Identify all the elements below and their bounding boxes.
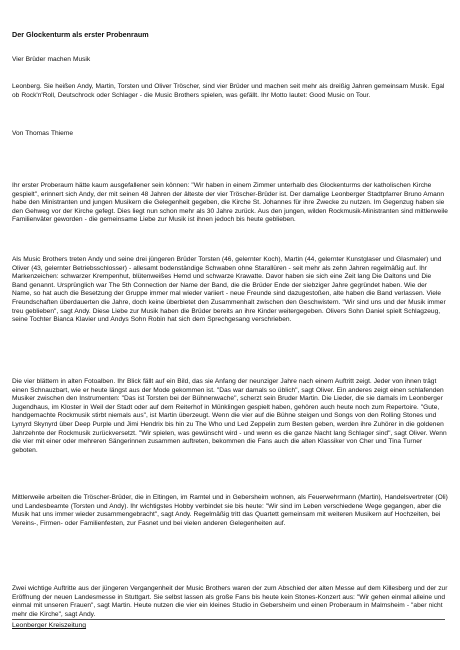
article-intro: Leonberg. Sie heißen Andy, Martin, Torsten und Oliver Tröscher, sind vier Brüder und machen seit mehr als dreißig Jahren gemeinsam Musik. Egal ob Rock'n'Roll, Deutschrock oder Schlager - die Music Brothers spielen, was gefällt. Ihr Motto lautet: Good Music on Tour. [12,83,445,99]
article-paragraph-3: Die vier blättern in alten Fotoalben. Ihr Blick fällt auf ein Bild, das sie Anfang der neunziger Jahre nach einem Auftritt zeigt. Jeder von ihnen trägt einen Schnauzbart, wie er heute längst aus der Mode gekommen ist. "Das war damals so üblich", sagt Oliver. Ein anderes zeigt einen schlafenden Musiker zwischen den Instrumenten: "Das ist Torsten bei der Bühnenwache", scherzt sein Bruder Martin. Die Lieder, die sie damals im Leonberger Jugendhaus, im Kloster in Weil der Stadt oder auf dem Reiterhof in Münklingen gespielt haben, gehören auch heute noch zum Repertoire. "Gute, handgemachte Rockmusik stirbt niemals aus", ist Martin überzeugt. Wenn die vier auf die Bühne steigen und Songs von den Rolling Stones und Lynyrd Skynyrd über Deep Purple und Jimi Hendrix bis hin zu The Who und Led Zeppelin zum Besten geben, werden ihre Zuhörer in die goldenen Jahrzehnte der Rockmusik zurückversetzt. "Wir spielen, was gewünscht wird - und wenn es die ganze Nacht lang Schlager sind", sagt Oliver. Wenn die vier mit einer oder mehreren Sängerinnen zusammen auftreten, bekommen die Fans auch die alten Klassiker von Cher und Tina Turner geboten. [12,378,447,454]
article-author: Von Thomas Thieme [12,130,73,137]
article-subtitle: Vier Brüder machen Musik [12,56,91,63]
article-source: Leonberger Kreiszeitung [12,622,87,629]
article-title: Der Glockenturm als erster Probenraum [12,30,149,39]
article-paragraph-2: Als Music Brothers treten Andy und seine drei jüngeren Brüder Torsten (46, gelernter Koch), Martin (44, gelernter Kunstglaser und Glasmaler) und Oliver (43, gelernter Betriebsschlosser) - allesamt bodenständige Schwaben ohne Starallüren - seit mehr als zehn Jahren regelmäßig auf. Ihr Markenzeichen: schwarzer Krempenhut, blütenweißes Hemd und schwarze Krawatte. Davor haben sie sich eine Zeit lang Die Daltons und Die Band genannt. Ursprünglich war The 5th Connection der Name der Band, die die Brüder Ende der siebziger Jahre gegründet haben. Wie der Name, so hat auch die Besetzung der Gruppe immer mal wieder variiert - neue Freunde sind dazugestoßen, alte haben die Band verlassen. Viele Freundschaften überdauerten die Jahre, doch keine überbietet den Zusammenhalt zwischen den Geschwistern. "Wir sind uns und der Musik immer treu geblieben", sagt Andy. Diese Liebe zur Musik haben die Brüder bereits an ihre Kinder weitergegeben. Olivers Sohn Daniel spielt Schlagzeug, seine Tochter Bianca Klavier und Andys Sohn Robin hat sich dem Sprechgesang verschrieben. [12,256,446,324]
article-paragraph-5: Zwei wichtige Auftritte aus der jüngeren Vergangenheit der Music Brothers waren der zum Abschied der alten Messe auf dem Killesberg und der zur Eröffnung der neuen Landesmesse in Stuttgart. Sie selbst lassen als große Fans bis heute kein Stones-Konzert aus: "Wir gehen einmal alleine und einmal mit unseren Frauen", sagt Martin. Heute nutzen die vier ein kleines Studio in Gebersheim und einen Proberaum in Malmsheim - "aber nicht mehr die Kirche", sagt Andy. [12,585,448,618]
footer-divider [12,619,445,620]
article-paragraph-1: Ihr erster Proberaum hätte kaum ausgefallener sein können: "Wir haben in einem Zimmer unterhalb des Glockenturms der katholischen Kirche gespielt", erinnert sich Andy, der mit seinen 48 Jahren der älteste der vier Tröscher-Brüder ist. Der damalige Leonberger Stadtpfarrer Bruno Amann habe den Ministranten und jungen Musikern die Gelegenheit gegeben, die Kirche St. Johannes für ihre Zwecke zu nutzen. Im Gegenzug haben sie den Gehweg vor der Kirche gefegt. Dies liegt nun schon mehr als 30 Jahre zurück. Aus den jungen, wilden Rockmusik-Ministranten sind mittlerweile Familienväter geworden - die gemeinsame Liebe zur Musik ist ihnen jedoch bis heute geblieben. [12,182,448,224]
article-paragraph-4: Mittlerweile arbeiten die Tröscher-Brüder, die in Eltingen, im Ramtel und in Gebersheim wohnen, als Feuerwehrmann (Martin), Handelsvertreter (Oli) und Landesbeamte (Torsten und Andy). Ihr wichtigstes Hobby verbindet sie bis heute: "Wir sind im Leben verschiedene Wege gegangen, aber die Musik hat uns immer wieder zusammengebracht", sagt Andy. Regelmäßig tritt das Quartett gemeinsam mit weiteren Musikern auf Hochzeiten, bei Vereins-, Firmen- oder Familienfesten, zur Fasnet und bei vielen anderen Gelegenheiten auf. [12,494,448,527]
